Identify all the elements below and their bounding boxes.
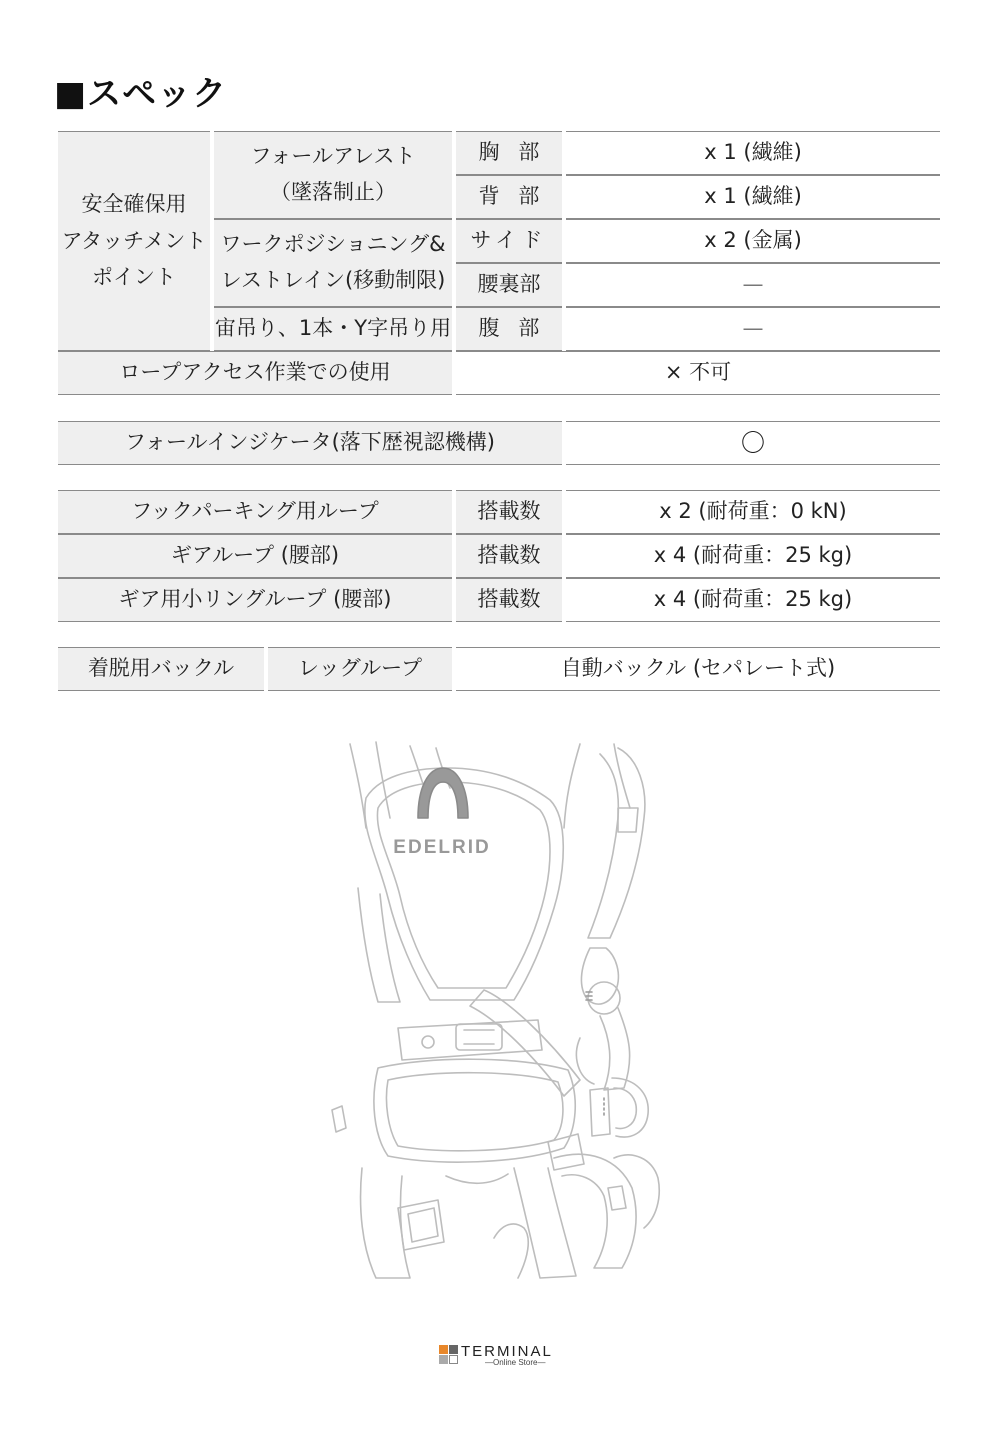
value-side: x 2 (金属): [566, 219, 940, 263]
part-back: 背部: [456, 175, 562, 219]
part-abdomen: 腹部: [456, 307, 562, 351]
rope-access-value: × 不可: [456, 351, 940, 395]
buckle-sub: レッグループ: [268, 647, 452, 691]
part-lower-back: 腰裏部: [456, 263, 562, 307]
rope-access-label: ロープアクセス作業での使用: [58, 351, 452, 395]
suspension-label: 宙吊り、1本・Y字吊り用: [214, 307, 452, 351]
gear-loop-value: x 4 (耐荷重：25 kg): [566, 534, 940, 578]
hook-parking-loop-label: フックパーキング用ループ: [58, 490, 452, 534]
value-abdomen: —: [566, 307, 940, 351]
emblem-letter: A: [435, 803, 449, 822]
work-positioning-label: ワークポジショニング& レストレイン(移動制限): [214, 219, 452, 307]
page-title: ■スペック: [54, 74, 228, 114]
logo-squares-icon: [439, 1345, 459, 1365]
buckle-label: 着脱用バックル: [58, 647, 264, 691]
harness-illustration: [318, 738, 678, 1308]
value-lower-back: —: [566, 263, 940, 307]
logo-name: TERMINAL: [461, 1343, 553, 1360]
value-back: x 1 (繊維): [566, 175, 940, 219]
small-ring-loop-label: ギア用小リングループ (腰部): [58, 578, 452, 622]
part-chest: 胸部: [456, 131, 562, 175]
fall-arrest-label: フォールアレスト （墜落制止）: [214, 131, 452, 219]
buckle-value: 自動バックル (セパレート式): [456, 647, 940, 691]
fall-indicator-label: フォールインジケータ(落下歴視認機構): [58, 421, 562, 465]
small-ring-loop-value: x 4 (耐荷重：25 kg): [566, 578, 940, 622]
logo-subtitle: —Online Store—: [485, 1358, 546, 1367]
hook-parking-loop-value: x 2 (耐荷重：0 kN): [566, 490, 940, 534]
gear-loop-sub: 搭載数: [456, 534, 562, 578]
brand-name: EDELRID: [393, 837, 491, 858]
fall-indicator-value: 〇: [566, 421, 940, 465]
part-side: サイド: [456, 219, 562, 263]
hook-parking-loop-sub: 搭載数: [456, 490, 562, 534]
attachment-group-label: 安全確保用 アタッチメント ポイント: [58, 131, 210, 351]
small-ring-loop-sub: 搭載数: [456, 578, 562, 622]
store-logo: [439, 1343, 563, 1371]
value-chest: x 1 (繊維): [566, 131, 940, 175]
gear-loop-label: ギアループ (腰部): [58, 534, 452, 578]
